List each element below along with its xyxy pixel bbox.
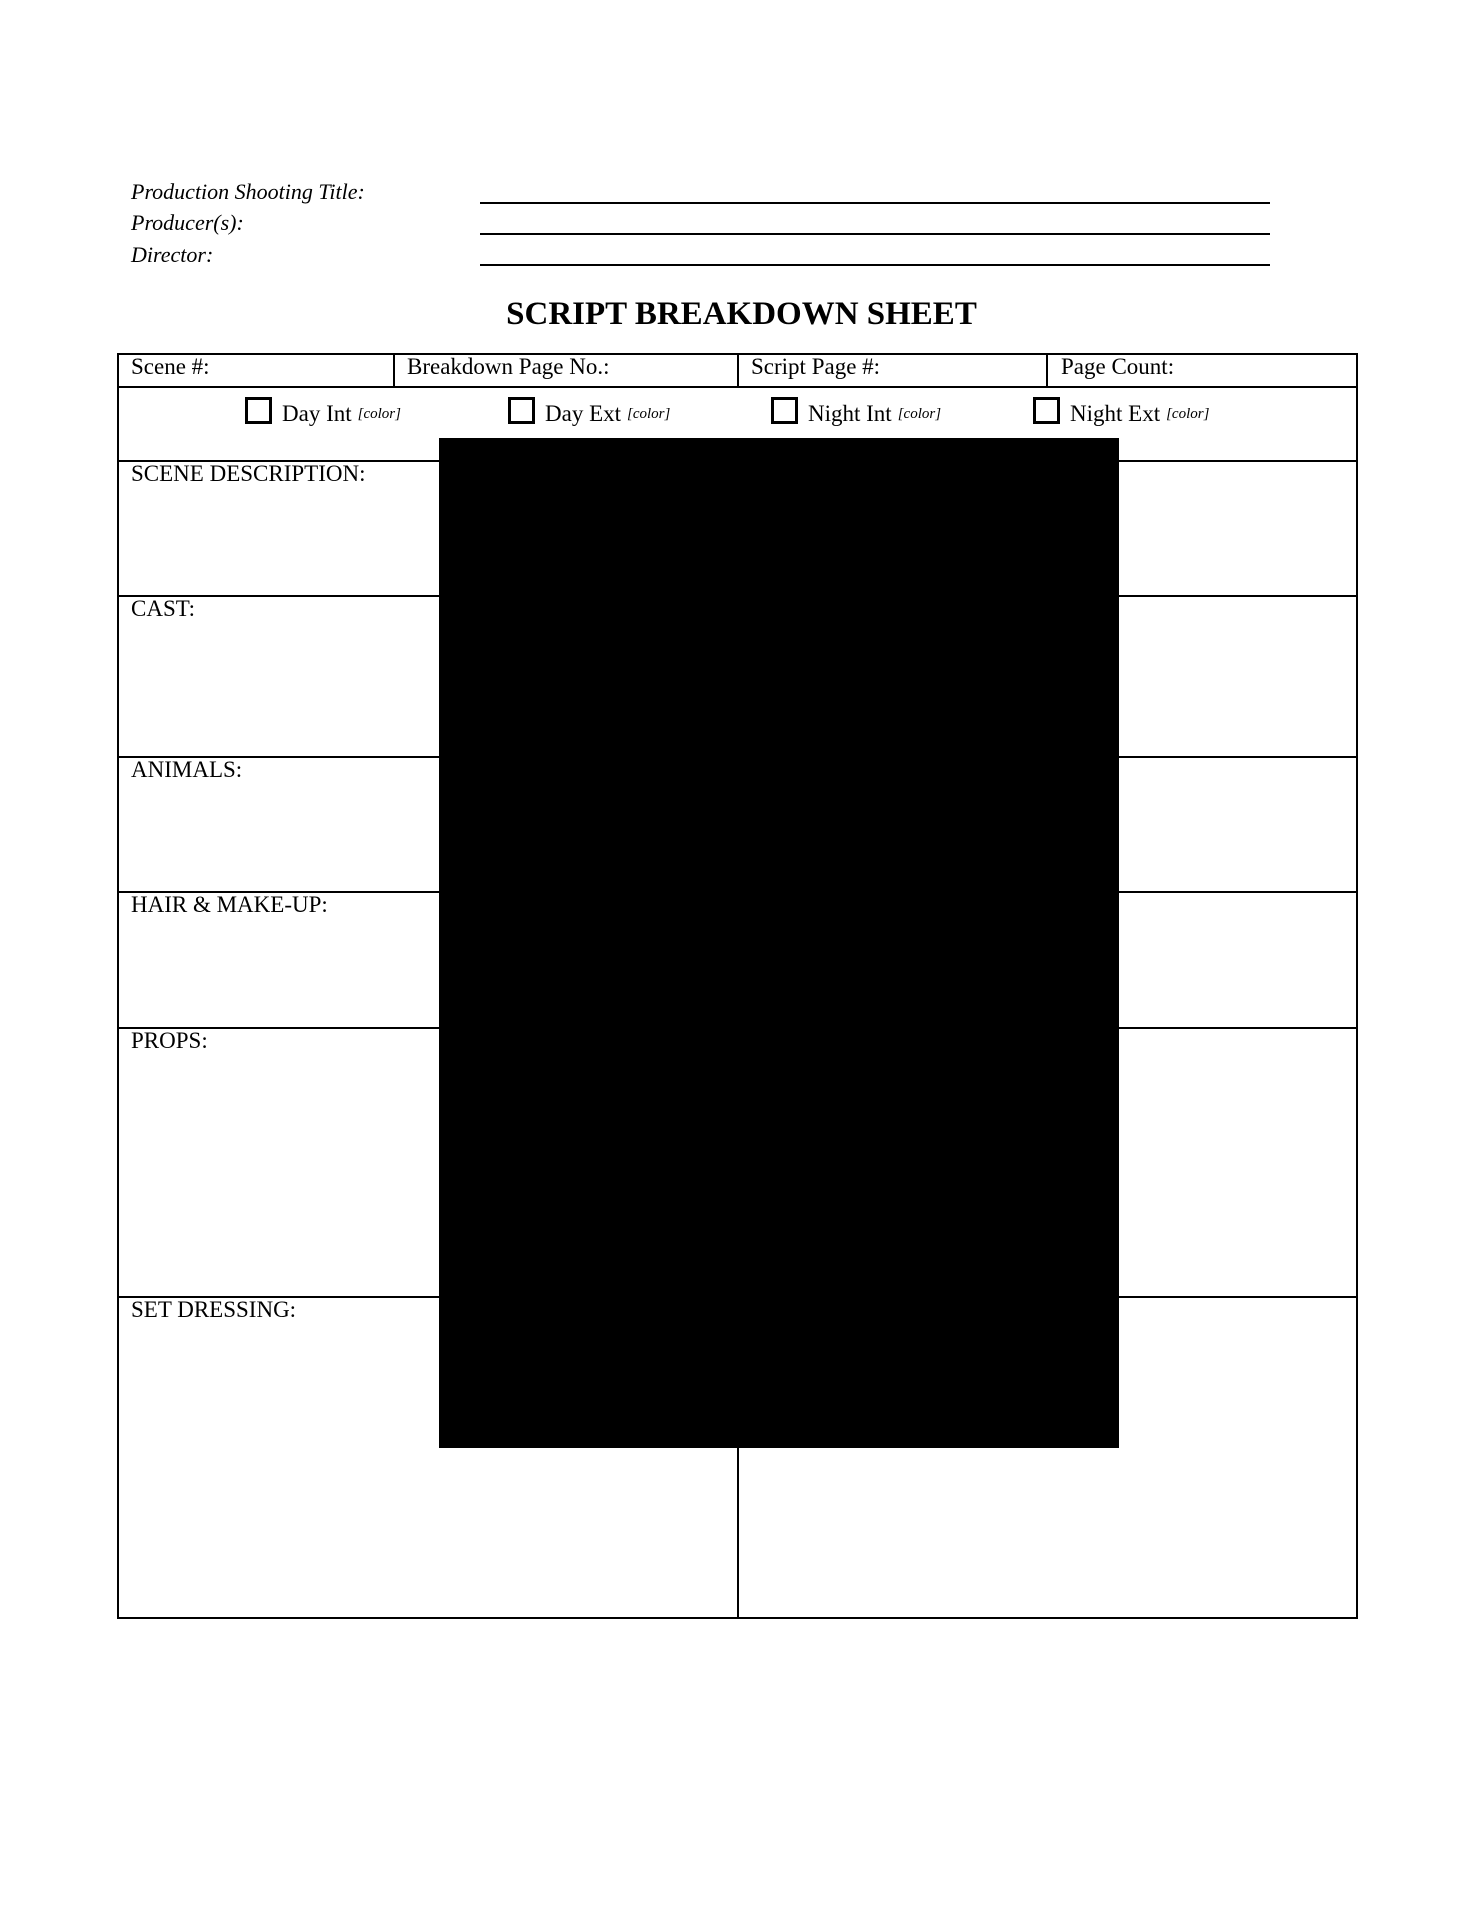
producers-line[interactable]: [480, 233, 1270, 235]
day-ext-label: Day Ext: [545, 401, 622, 426]
night-ext-checkbox[interactable]: [1033, 397, 1060, 424]
scene-description-label: SCENE DESCRIPTION:: [131, 461, 366, 486]
day-int-label: Day Int: [282, 401, 352, 426]
scene-number-label[interactable]: Scene #:: [131, 354, 210, 379]
night-int-note: [color]: [897, 406, 942, 422]
page-count-label[interactable]: Page Count:: [1061, 354, 1175, 379]
divider-col-1: [393, 353, 395, 387]
director-line[interactable]: [480, 264, 1270, 266]
day-ext-note: [color]: [627, 406, 671, 422]
night-int-label: Night Int: [808, 401, 892, 426]
day-int-note: [color]: [357, 406, 401, 422]
divider-col-2: [737, 353, 739, 387]
sheet-title: SCRIPT BREAKDOWN SHEET: [506, 296, 977, 332]
director-label: Director:: [131, 242, 214, 267]
script-page-label[interactable]: Script Page #:: [751, 354, 881, 379]
animals-label: ANIMALS:: [131, 757, 243, 782]
set-dressing-label: SET DRESSING:: [131, 1297, 297, 1322]
producers-label: Producer(s):: [131, 210, 244, 235]
divider-col-3: [1046, 353, 1048, 387]
redaction-block: [439, 438, 1119, 1448]
day-int-checkbox[interactable]: [245, 397, 272, 424]
option-day-ext[interactable]: [508, 394, 670, 428]
cast-label: CAST:: [131, 596, 196, 621]
hair-makeup-label: HAIR & MAKE-UP:: [131, 892, 328, 917]
props-label: PROPS:: [131, 1028, 208, 1053]
option-night-ext[interactable]: [1033, 394, 1209, 428]
night-ext-note: [color]: [1166, 406, 1210, 422]
option-night-int[interactable]: [771, 394, 941, 428]
breakdown-page-label[interactable]: Breakdown Page No.:: [407, 354, 610, 379]
night-ext-label: Night Ext: [1070, 401, 1161, 426]
production-title-line[interactable]: [480, 202, 1270, 204]
night-int-checkbox[interactable]: [771, 397, 798, 424]
day-ext-checkbox[interactable]: [508, 397, 535, 424]
option-day-int[interactable]: [245, 394, 401, 428]
production-title-label: Production Shooting Title:: [131, 179, 365, 204]
